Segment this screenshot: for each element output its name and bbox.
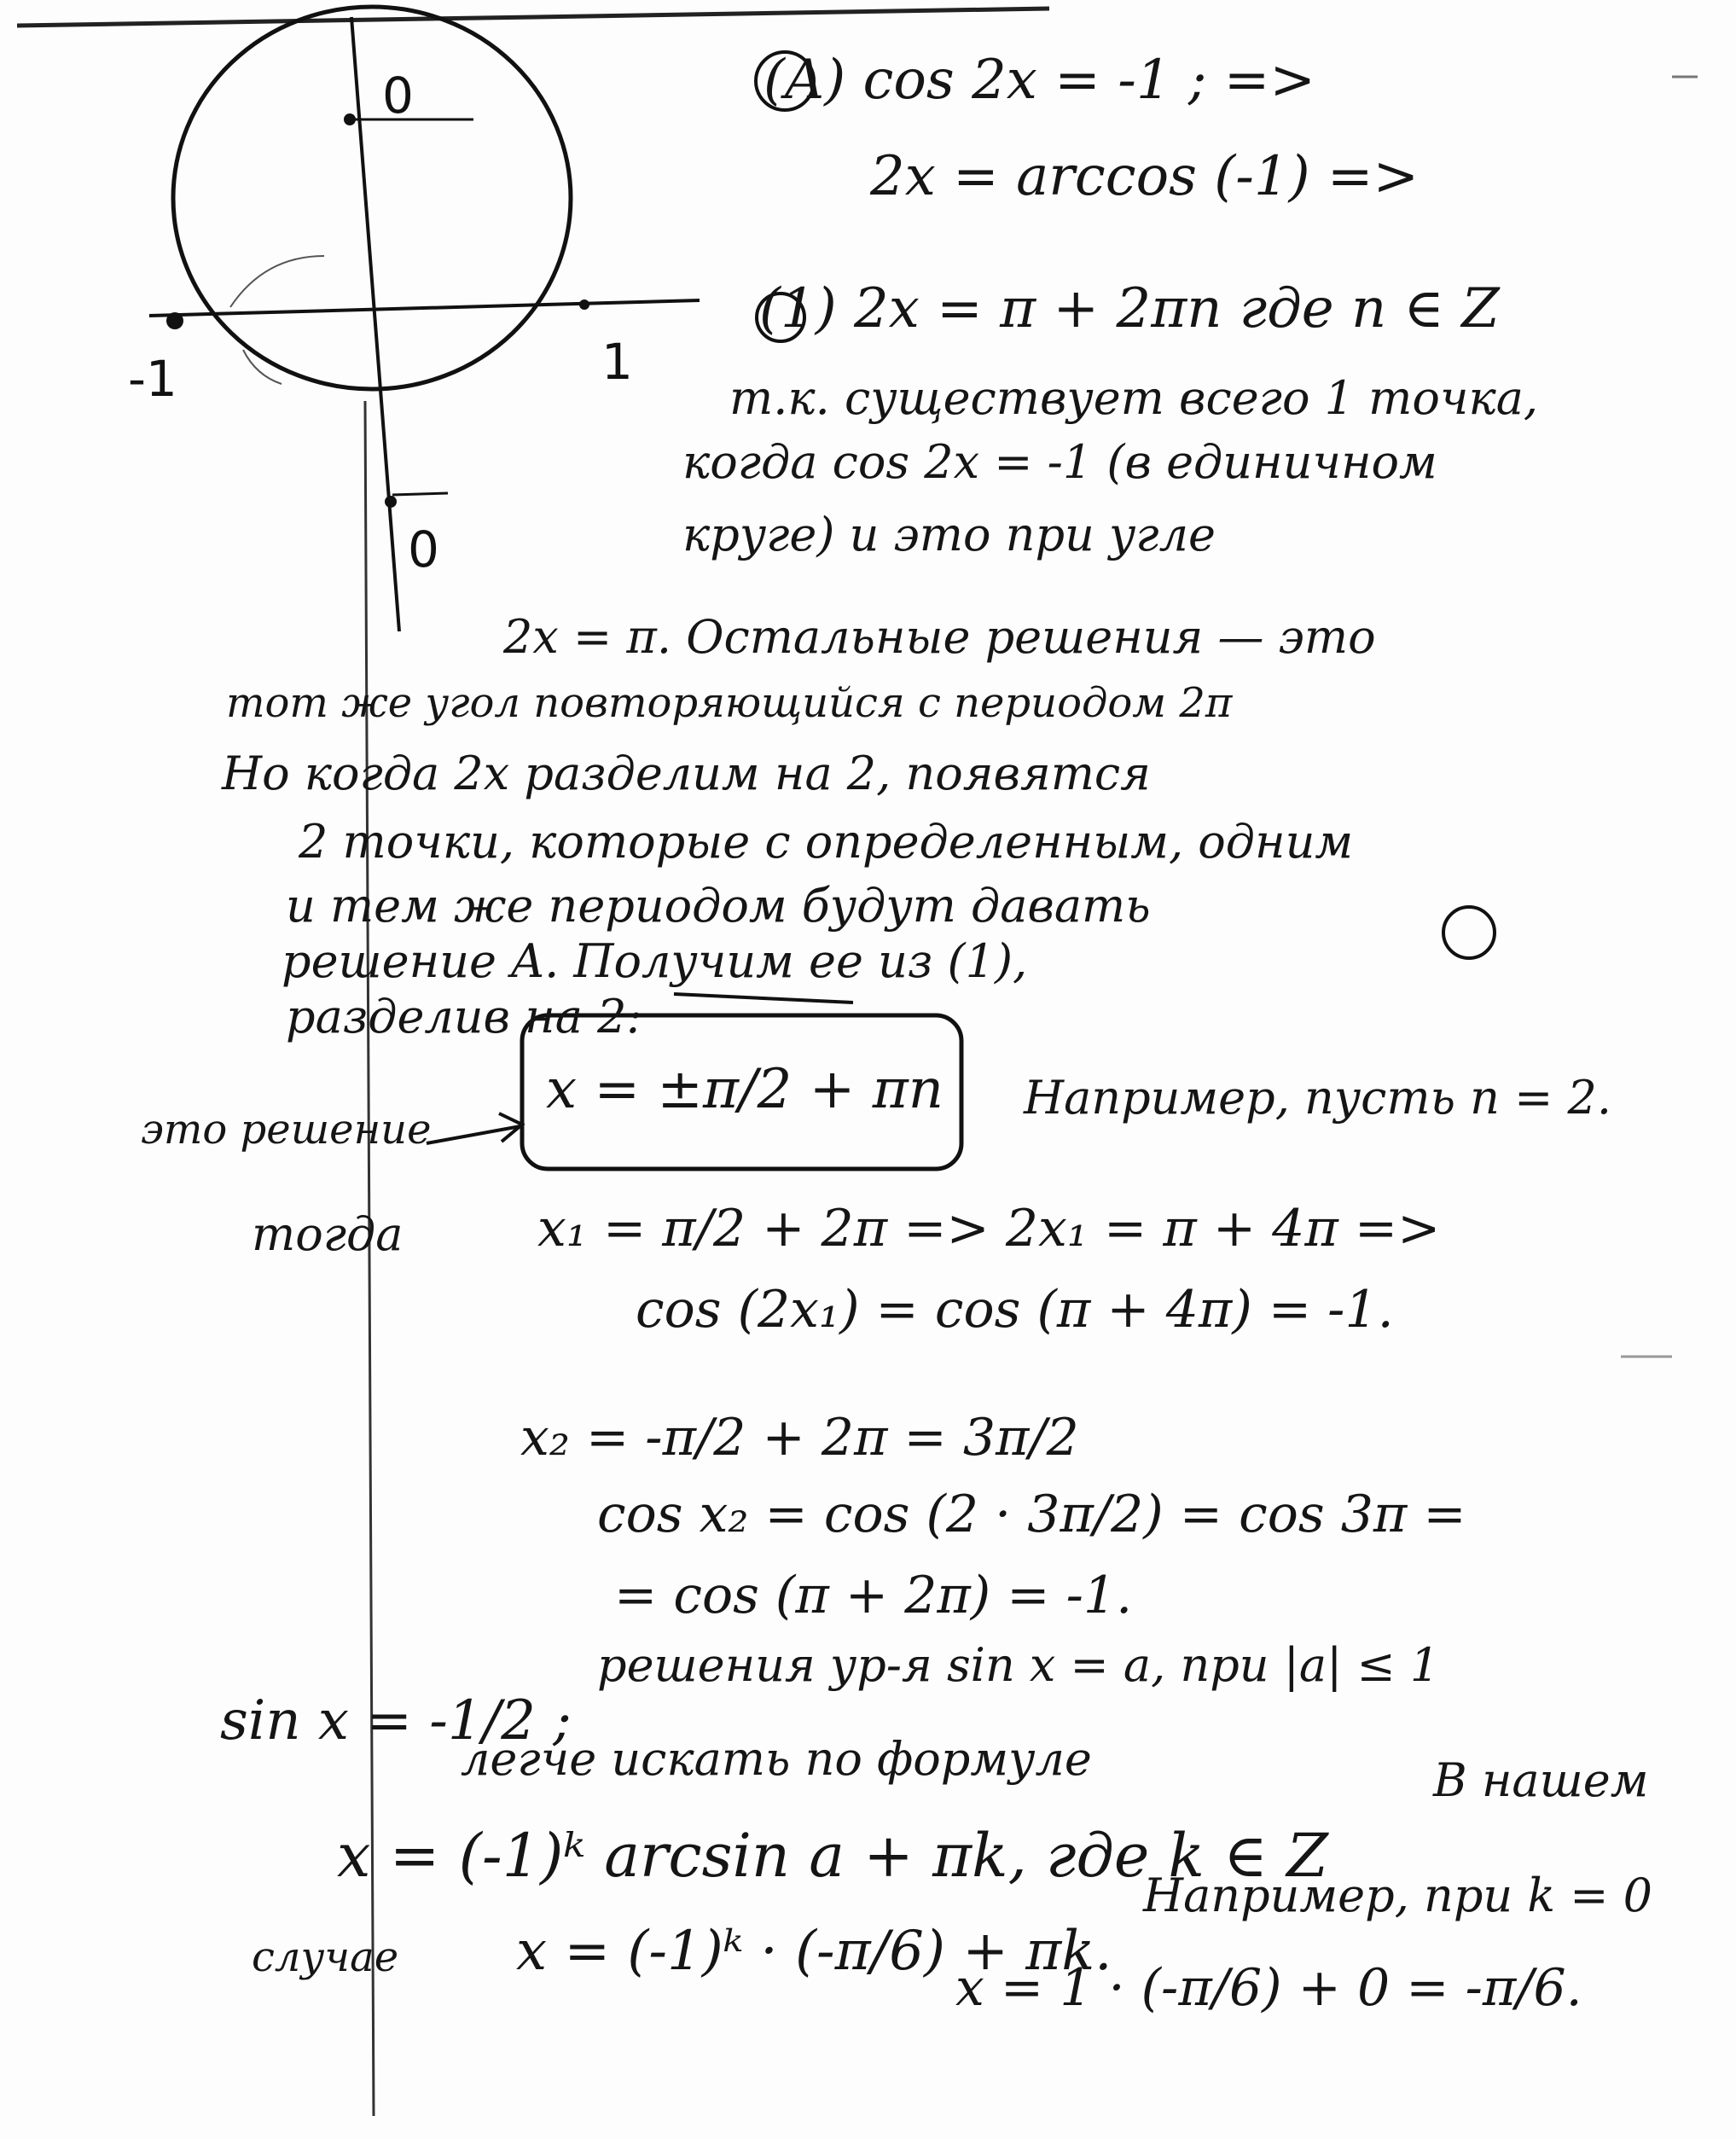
text-in-our: В нашем	[1433, 1753, 1649, 1807]
line-x-result: x = 1 · (-π/6) + 0 = -π/6.	[955, 1958, 1582, 2018]
circle-1-ref-marker	[1443, 907, 1495, 958]
text-line-8: тот же угол повторяющийся с периодом 2π	[226, 679, 1233, 727]
text-line-4: т.к. существует всего 1 точка,	[729, 371, 1539, 425]
text-example-n2: Например, пусть n = 2.	[1024, 1071, 1612, 1125]
top-edge-line	[17, 9, 1049, 26]
label-then: тогда	[252, 1207, 404, 1261]
line-x1: x₁ = π/2 + 2π => 2x₁ = π + 4π =>	[537, 1199, 1441, 1258]
text-line-6: круге) и это при угле	[682, 508, 1216, 561]
boxed-solution: x = ±π/2 + πn	[546, 1058, 943, 1121]
x-axis	[149, 300, 700, 316]
text-line-10: 2 точки, которые с определенным, одним	[299, 815, 1354, 869]
strike-line	[674, 994, 853, 1003]
point-bottom	[385, 496, 397, 508]
bottom-tick	[392, 493, 448, 495]
text-line-5: когда cos 2x = -1 (в единичном	[682, 435, 1437, 489]
line-x-specific: x = (-1)ᵏ · (-π/6) + πk.	[516, 1920, 1112, 1983]
text-line-7: 2x = π. Остальные решения — это	[503, 610, 1376, 664]
line-cos-x2: cos x₂ = cos (2 · 3π/2) = cos 3π =	[597, 1485, 1466, 1544]
line-cos-result: = cos (π + 2π) = -1.	[614, 1566, 1133, 1625]
label-this-solution: это решение	[141, 1106, 432, 1154]
text-line-12: решение A. Получим ее из (1),	[282, 934, 1028, 988]
point-top	[344, 113, 356, 125]
text-line-13: разделив на 2:	[286, 990, 642, 1043]
arc-mark	[230, 256, 324, 307]
line-sin-eq: sin x = -1/2 ;	[220, 1689, 572, 1752]
line-general-solution: (1) 2x = π + 2πn где n ∈ Z	[759, 277, 1500, 340]
diagram-top-label: 0	[382, 67, 414, 125]
text-example-k0: Например, при k = 0	[1143, 1869, 1652, 1922]
diagram-bottom-label: 0	[408, 520, 439, 578]
text-line-9: Но когда 2x разделим на 2, появятся	[222, 747, 1151, 800]
text-line-11: и тем же периодом будут давать	[286, 879, 1151, 933]
unit-circle	[173, 7, 571, 389]
line-x2: x₂ = -π/2 + 2π = 3π/2	[520, 1408, 1079, 1468]
arrow-to-answer	[427, 1126, 520, 1143]
diagram-left-label: -1	[128, 350, 177, 408]
text-sin-solutions: решения ур-я sin x = a, при |a| ≤ 1	[597, 1638, 1440, 1692]
point-minus-one	[166, 312, 183, 329]
point-one	[579, 299, 589, 310]
line-arcsin-formula: x = (-1)ᵏ arcsin a + πk, где k ∈ Z	[337, 1821, 1328, 1891]
line-cos2x-eq: (A) cos 2x = -1 ; =>	[763, 49, 1316, 112]
label-case: случае	[252, 1933, 399, 1981]
text-easier-formula: легче искать по формуле	[461, 1732, 1092, 1786]
line-cos-2x1: cos (2x₁) = cos (π + 4π) = -1.	[636, 1280, 1394, 1340]
line-arccos: 2x = arccos (-1) =>	[870, 145, 1420, 208]
diagram-right-label: 1	[601, 333, 633, 391]
